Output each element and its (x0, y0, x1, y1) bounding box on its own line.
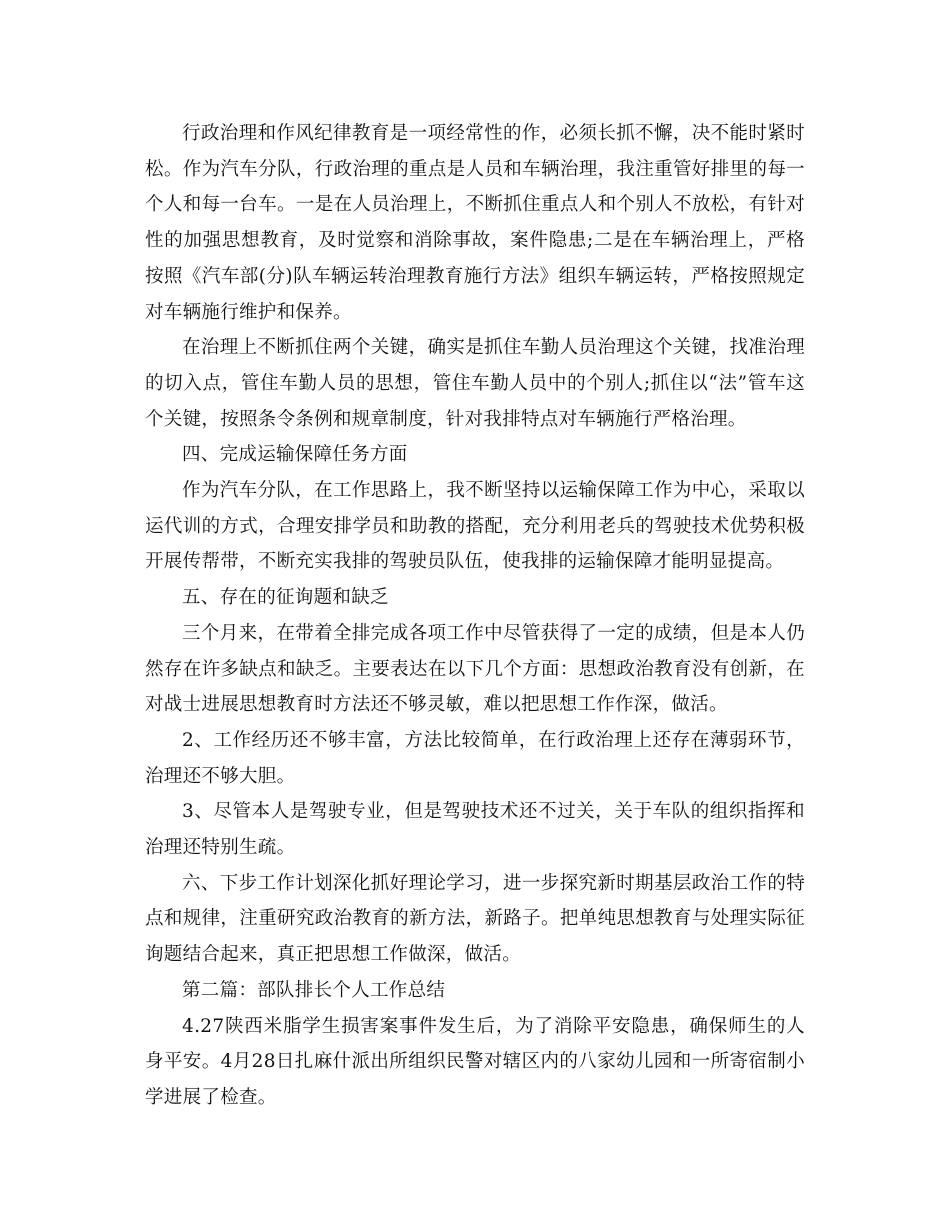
section-heading-problems: 五、存在的征询题和缺乏 (182, 587, 389, 609)
paragraph-two-keys: 在治理上不断抓住两个关键，确实是抓住车勤人员治理这个关键，找准治理的切入点，管住车勤人员的思想，管住车勤人员中的个别人;抓住以“法”管车这个关键，按照条令条例和规章制度，针对我排特点对车辆施行严格治理。 (145, 337, 805, 430)
section-heading-second-article: 第二篇：部队排长个人工作总结 (182, 979, 446, 1001)
paragraph-item-3: 3、尽管本人是驾驶专业，但是驾驶技术还不过关，关于车队的组织指挥和治理还特别生疏。 (145, 801, 805, 859)
paragraph-problems: 三个月来，在带着全排完成各项工作中尽管获得了一定的成绩，但是本人仍然存在许多缺点和缺乏。主要表达在以下几个方面：思想政治教育没有创新，在对战士进展思想教育时方法还不够灵敏，难以把思想工作作深，做活。 (145, 622, 805, 716)
paragraph-transport: 作为汽车分队，在工作思路上，我不断坚持以运输保障工作为中心，采取以运代训的方式，合理安排学员和助教的搭配，充分利用老兵的驾驶技术优势积极开展传帮带，不断充实我排的驾驶员队伍，使我排的运输保障才能明显提高。 (145, 480, 805, 573)
document-body (145, 116, 805, 1116)
paragraph-inspection: 4.27陕西米脂学生损害案事件发生后，为了消除平安隐患，确保师生的人身平安。4月28日扎麻什派出所组织民警对辖区内的八家幼儿园和一所寄宿制小学进展了检查。 (145, 1015, 805, 1108)
paragraph-next-plan: 六、下步工作计划深化抓好理论学习，进一步探究新时期基层政治工作的特点和规律，注重研究政治教育的新方法，新路子。把单纯思想教育与处理实际征询题结合起来，真正把思想工作做深，做活。 (145, 872, 805, 966)
section-heading-transport: 四、完成运输保障任务方面 (182, 444, 408, 466)
paragraph-admin-management: 行政治理和作风纪律教育是一项经常性的作，必须长抓不懈，决不能时紧时松。作为汽车分队，行政治理的重点是人员和车辆治理，我注重管好排里的每一个人和每一台车。一是在人员治理上，不断抓住重点人和个别人不放松，有针对性的加强思想教育，及时觉察和消除事故，案件隐患;二是在车辆治理上，严格按照《汽车部(分)队车辆运转治理教育施行方法》组织车辆运转，严格按照规定对车辆施行维护和保养。 (145, 123, 805, 323)
paragraph-item-2: 2、工作经历还不够丰富，方法比较简单，在行政治理上还存在薄弱环节，治理还不够大胆。 (145, 729, 805, 787)
